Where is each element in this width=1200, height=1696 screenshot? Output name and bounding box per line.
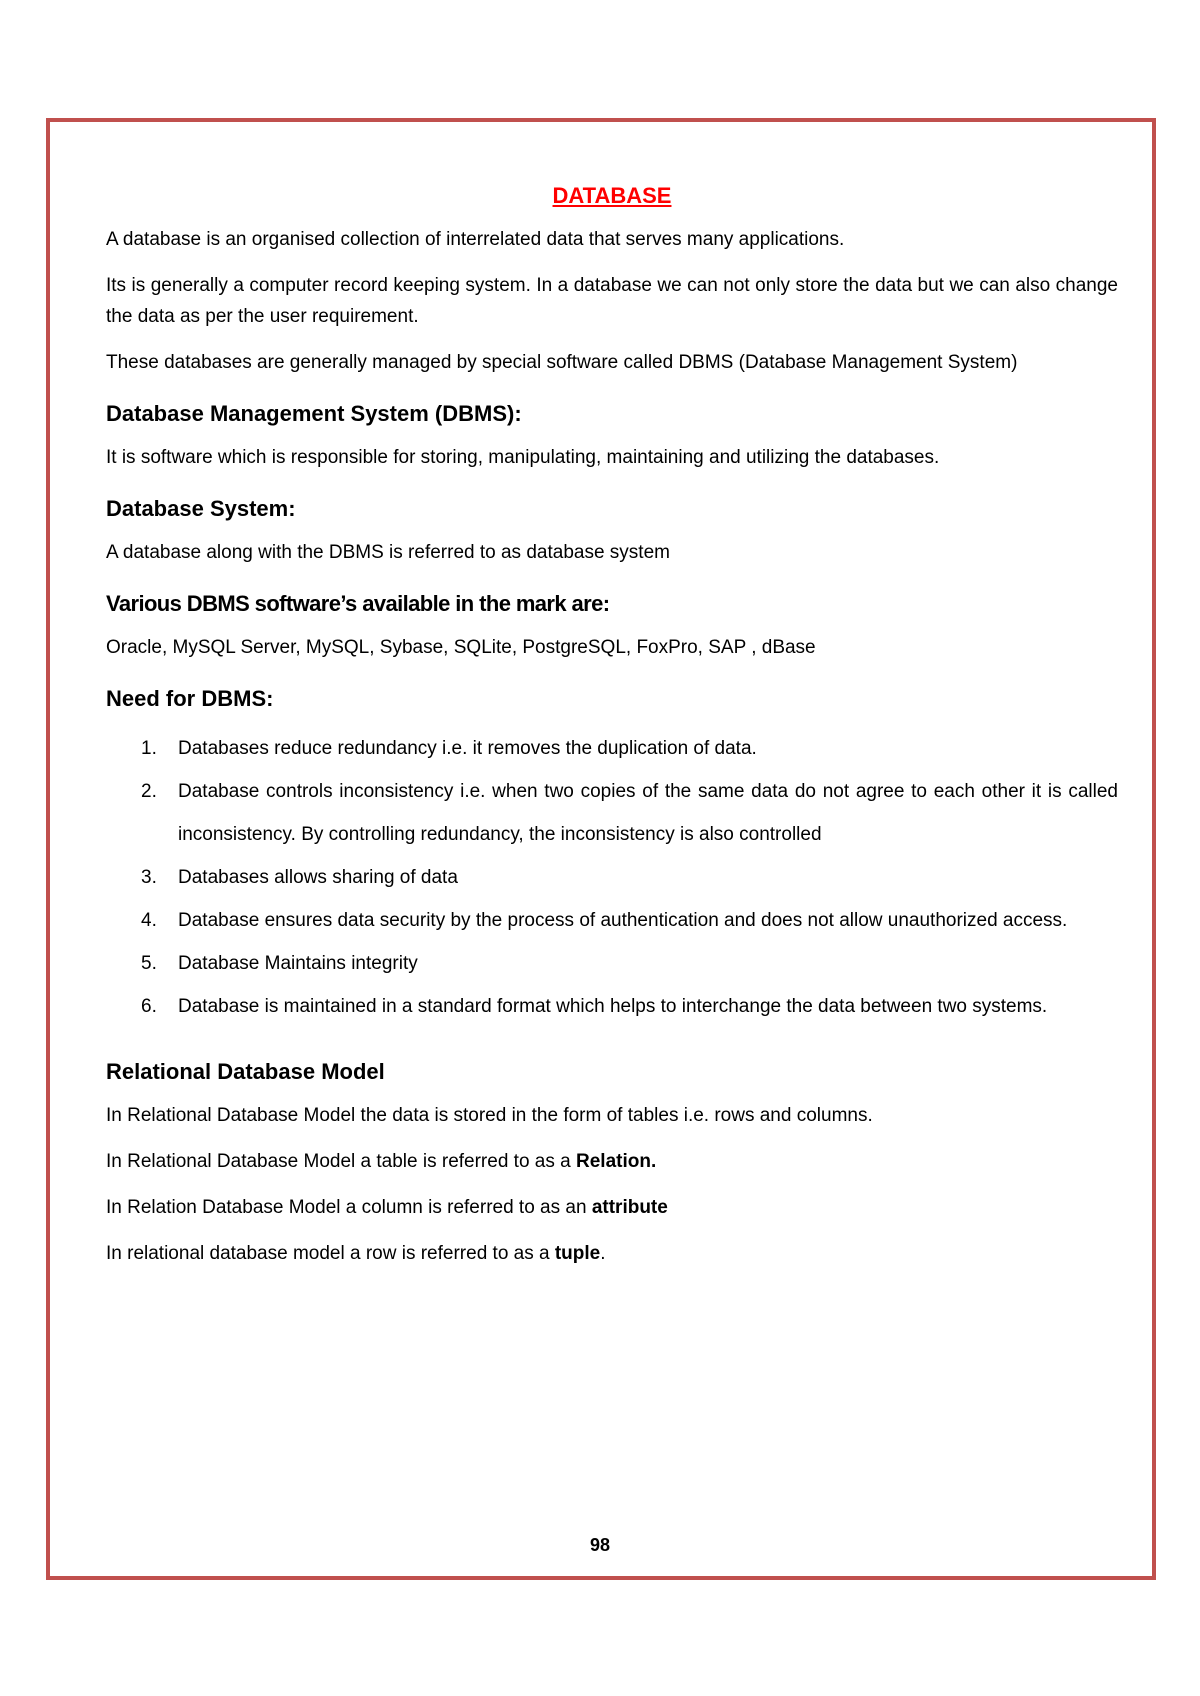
need-list (106, 727, 1118, 1028)
list-item (106, 942, 1118, 985)
list-item-text: Databases reduce redundancy i.e. it removes the duplication of data. (178, 738, 757, 759)
list-number: 1. (141, 738, 157, 759)
db-system-text: A database along with the DBMS is referred to as database system (106, 542, 670, 563)
relational-line-4 (106, 1238, 1118, 1269)
tuple-term: tuple (554, 1243, 601, 1264)
list-number: 4. (141, 910, 157, 931)
relational-heading: Relational Database Model (106, 1059, 385, 1084)
list-item (106, 985, 1118, 1028)
list-number: 2. (141, 781, 157, 802)
list-number: 3. (141, 867, 157, 888)
list-item (106, 899, 1118, 942)
software-heading: Various DBMS software’s available in the mark are: (106, 591, 610, 616)
document-body (106, 180, 1118, 1284)
relational-line-4-suffix: . (600, 1243, 606, 1264)
dbms-text: It is software which is responsible for storing, manipulating, maintaining and utilizing the databases. (106, 447, 940, 468)
page-number: 98 (589, 1535, 611, 1555)
attribute-term: attribute (591, 1197, 668, 1218)
dbms-heading: Database Management System (DBMS): (106, 401, 522, 426)
software-list-text: Oracle, MySQL Server, MySQL, Sybase, SQLite, PostgreSQL, FoxPro, SAP , dBase (106, 637, 816, 658)
relation-term: Relation. (576, 1151, 657, 1172)
intro-paragraph-3: These databases are generally managed by special software called DBMS (Database Management System) (106, 352, 1018, 373)
db-system-heading: Database System: (106, 496, 296, 521)
list-item (106, 770, 1118, 856)
list-item-text: Database is maintained in a standard format which helps to interchange the data between two systems. (178, 996, 1048, 1017)
list-number: 6. (141, 996, 157, 1017)
relational-line-3-text: In Relation Database Model a column is referred to as an (106, 1197, 592, 1218)
list-item-text: Database controls inconsistency i.e. when two copies of the same data do not agree to each other it is called inconsistency. By controlling redundancy, the inconsistency is also controlled (178, 781, 1118, 845)
intro-paragraph-2: Its is generally a computer record keeping system. In a database we can not only store the data but we can also change the data as per the user requirement. (106, 275, 1118, 327)
relational-line-2-text: In Relational Database Model a table is referred to as a (106, 1151, 576, 1172)
relational-line-3 (106, 1192, 1118, 1223)
list-number: 5. (141, 953, 157, 974)
relational-line-4-text: In relational database model a row is referred to as a (106, 1243, 555, 1264)
need-heading: Need for DBMS: (106, 686, 274, 711)
relational-line-1: In Relational Database Model the data is stored in the form of tables i.e. rows and columns. (106, 1105, 873, 1126)
list-item-text: Database Maintains integrity (178, 953, 418, 974)
relational-line-2 (106, 1146, 1118, 1177)
page-title: DATABASE (552, 183, 672, 208)
list-item-text: Database ensures data security by the process of authentication and does not allow unauthorized access. (178, 910, 1068, 931)
list-item (106, 727, 1118, 770)
list-item (106, 856, 1118, 899)
intro-paragraph-1: A database is an organised collection of interrelated data that serves many applications. (106, 229, 845, 250)
list-item-text: Databases allows sharing of data (178, 867, 458, 888)
